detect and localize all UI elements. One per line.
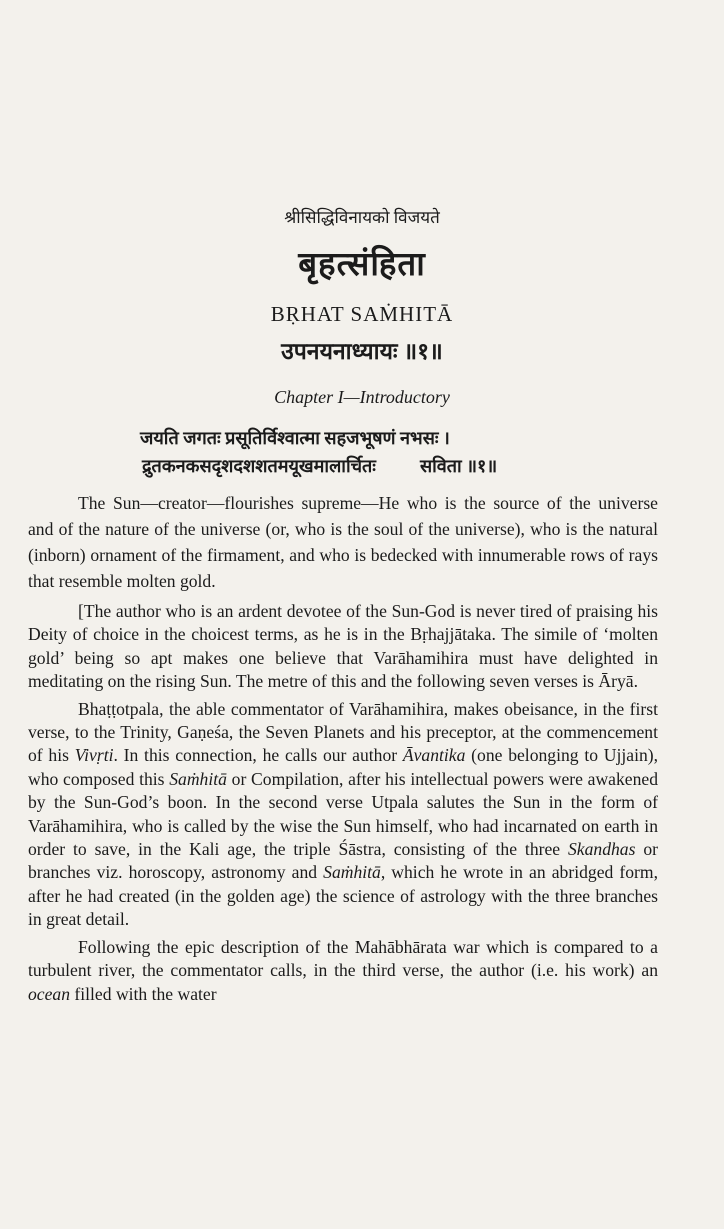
p3-text-f: , which he wrote in an abridged form, after he had created (in the golden age) the science of astrology with the three branches in great detail.	[28, 862, 658, 930]
p3-text-c: (one belonging to Ujjain), who composed this	[28, 745, 659, 789]
p4-text-a: Following the epic description of the Mahābhārata war which is compared to a turbulent river, the commentator calls, in the third verse, the author (i.e. his work) an	[28, 936, 658, 981]
p4-ocean: ocean	[28, 983, 71, 1004]
chapter-sanskrit: उपनयनाध्यायः ॥१॥	[281, 339, 443, 364]
invocation-sanskrit: श्रीसिद्धिविनायको विजयते	[284, 208, 440, 227]
p3-text-b: . In this connection, he calls our author	[113, 745, 403, 766]
verse-line-2-end: सविता ॥१॥	[419, 456, 498, 476]
p3-skandhas: Skandhas	[568, 839, 636, 860]
verse-line-2-main: द्रुतकनकसदृशदशशतमयूखमालार्चितः	[142, 456, 376, 476]
chapter-english: Chapter I—Introductory	[274, 387, 450, 407]
verse-line-2	[142, 454, 497, 478]
p3-samhita-2: Saṁhitā	[323, 862, 381, 883]
paragraph-commentator	[28, 698, 658, 932]
p3-text-e: or branches viz. horoscopy, astronomy and	[28, 839, 658, 883]
paragraph-translation: The Sun—creator—flourishes supreme—He who is the source of the universe and of the nature of the universe (or, who is the soul of the universe), who is the natural (inborn) ornament of the firmament, and who is bedecked with innumerable rows of rays that resemble molten gold.	[28, 493, 658, 591]
paragraph-epic	[28, 936, 658, 1006]
title-english: BṚHAT SAṀHITĀ	[270, 302, 454, 326]
p3-vivrti: Vivṛti	[74, 745, 114, 766]
verse-line-1: जयति जगतः प्रसूतिर्विश्वात्मा सहजभूषणं नभसः ।	[140, 428, 450, 448]
p4-text-b: filled with the water	[70, 983, 217, 1004]
paragraph-note: [The author who is an ardent devotee of the Sun-God is never tired of praising his Deity of choice in the choicest terms, as he is in the Bṛhajjātaka. The simile of ‘molten gold’ being so apt makes one believe that Varāhamihira must have delighted in meditating on the rising Sun. The metre of this and the following seven verses is Āryā.	[28, 601, 658, 692]
body-text	[28, 490, 658, 1006]
p3-text-d: or Compilation, after his intellectual powers were awakened by the Sun-God’s boon. In the second verse Utpala salutes the Sun in the form of Varāhamihira, who is called by the wise the Sun himself, who had incarnated on earth in order to save, in the Kali age, the triple Śāstra, consisting of the three	[28, 768, 658, 860]
title-sanskrit: बृहत्संहिता	[298, 247, 426, 283]
p3-text-a: Bhaṭṭotpala, the able commentator of Varāhamihira, makes obeisance, in the first verse, to the Trinity, Gaṇeśa, the Seven Planets and his preceptor, at the commencement of his	[28, 698, 658, 766]
p3-samhita-1: Saṁhitā	[169, 768, 227, 789]
p3-avantika: Āvantika	[402, 745, 466, 766]
